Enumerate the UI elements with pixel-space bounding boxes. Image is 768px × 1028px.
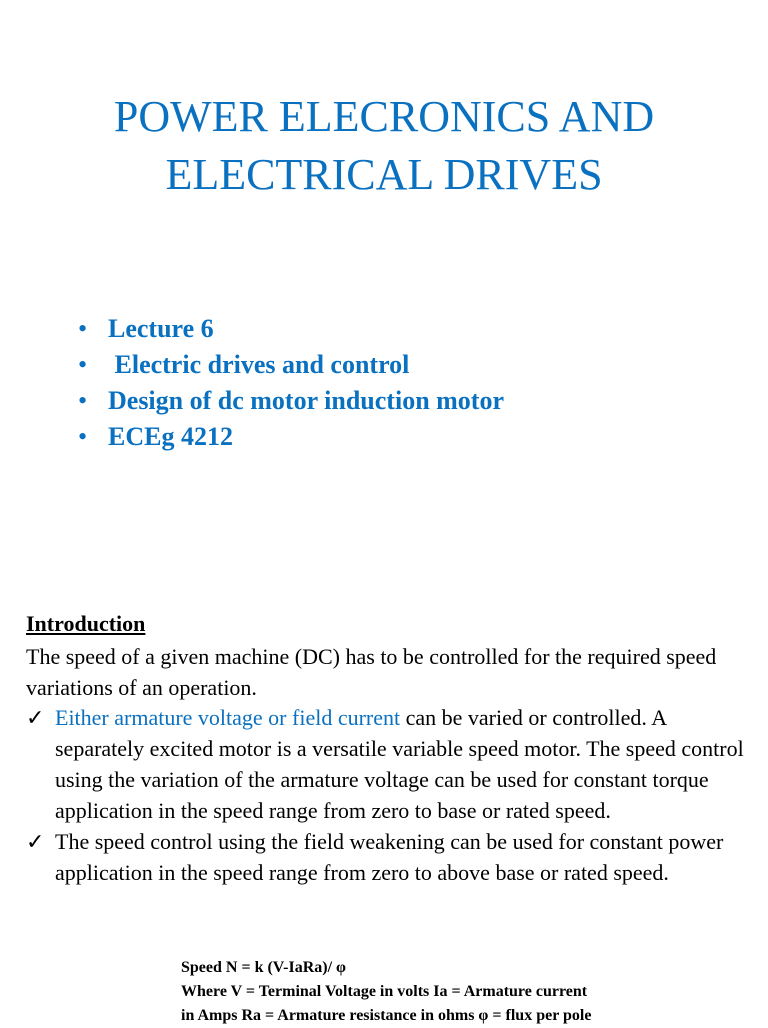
bullet-text: Electric drives and control [108, 350, 410, 379]
check-text: can be varied or controlled. A separately excited motor is a versatile variable speed motor. The speed control using the variation of the armature voltage can be used for constant torque application in the speed range from zero to base or rated speed. [55, 705, 744, 823]
bullet-text: ECEg 4212 [108, 422, 233, 451]
intro-paragraph: The speed of a given machine (DC) has to be controlled for the required speed variations of an operation. [26, 644, 717, 700]
check-text: The speed control using the field weakening can be used for constant power application in the speed range from zero to above base or rated speed. [55, 829, 724, 885]
title-line-1: POWER ELECRONICS AND [113, 92, 655, 141]
formula-line-3: in Amps Ra = Armature resistance in ohms φ = flux per pole [181, 1007, 592, 1024]
title-line-2: ELECTRICAL DRIVES [165, 150, 603, 199]
highlight-text: Either armature voltage or field current [55, 705, 401, 730]
formula-line-1: Speed N = k (V-IaRa)/ φ [181, 959, 347, 976]
list-item [78, 347, 504, 383]
slide-title [0, 88, 768, 204]
list-item [26, 702, 756, 826]
bullet-icon: • [78, 422, 88, 451]
list-item [78, 383, 504, 419]
check-list [26, 702, 756, 888]
speed-formula [181, 956, 591, 1028]
bullet-icon: • [78, 350, 88, 379]
list-item [26, 826, 756, 888]
checkmark-icon: ✓ [26, 829, 45, 854]
bullet-icon: • [78, 386, 88, 415]
lecture-info-list [78, 311, 504, 455]
section-heading: Introduction [26, 611, 146, 636]
bullet-text: Design of dc motor induction motor [108, 386, 505, 415]
formula-line-2: Where V = Terminal Voltage in volts Ia = Armature current [181, 983, 588, 1000]
bullet-text: Lecture 6 [108, 314, 214, 343]
list-item [78, 311, 504, 347]
bullet-icon: • [78, 314, 88, 343]
list-item [78, 419, 504, 455]
checkmark-icon: ✓ [26, 705, 45, 730]
